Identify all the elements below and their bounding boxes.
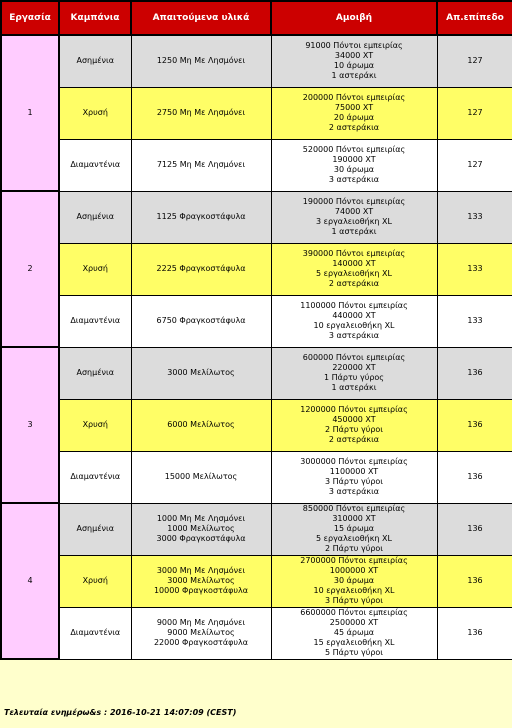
materials-cell <box>131 607 271 659</box>
level-cell: 127 <box>437 35 512 87</box>
campaign-cell: Χρυσή <box>59 399 131 451</box>
material-line: 3000 Μελίλωτος <box>167 576 235 585</box>
task-number: 2 <box>1 191 59 347</box>
material-line: 6000 Μελίλωτος <box>167 420 235 429</box>
reward-cell <box>271 295 437 347</box>
reward-line: 2 αστεράκια <box>328 123 380 132</box>
reward-line: 5 εργαλειοθήκη XL <box>316 534 392 543</box>
material-line: 3000 Μελίλωτος <box>167 368 235 377</box>
reward-line: 190000 XT <box>332 155 376 164</box>
campaign-cell: Χρυσή <box>59 243 131 295</box>
reward-line: 3 εργαλειοθήκη XL <box>316 217 392 226</box>
campaign-cell: Χρυσή <box>59 555 131 607</box>
reward-line: 1100000 Πόντοι εμπειρίας <box>300 301 408 310</box>
reward-line: 30 άρωμα <box>333 576 375 585</box>
reward-line: 3 αστεράκια <box>328 331 380 340</box>
table-row <box>1 139 512 191</box>
material-line: 2225 Φραγκοστάφυλα <box>156 264 246 273</box>
reward-line: 1200000 Πόντοι εμπειρίας <box>300 405 408 414</box>
campaign-cell: Διαμαντένια <box>59 295 131 347</box>
material-line: 1000 Μελίλωτος <box>167 524 235 533</box>
materials-cell <box>131 295 271 347</box>
material-line: 9000 Μη Με Λησμόνει <box>156 618 246 627</box>
table-row <box>1 35 512 87</box>
reward-cell <box>271 503 437 555</box>
task-number: 3 <box>1 347 59 503</box>
reward-line: 74000 XT <box>334 207 374 216</box>
reward-line: 45 άρωμα <box>333 628 375 637</box>
reward-line: 15 άρωμα <box>333 524 375 533</box>
level-cell: 133 <box>437 295 512 347</box>
level-cell: 136 <box>437 555 512 607</box>
table-row <box>1 295 512 347</box>
reward-cell <box>271 607 437 659</box>
reward-line: 20 άρωμα <box>333 113 375 122</box>
reward-line: 10 εργαλειοθήκη XL <box>313 321 395 330</box>
campaign-cell: Διαμαντένια <box>59 451 131 503</box>
table-row <box>1 555 512 607</box>
material-line: 10000 Φραγκοστάφυλα <box>153 586 249 595</box>
material-line: 3000 Μη Με Λησμόνει <box>156 566 246 575</box>
reward-line: 450000 XT <box>332 415 376 424</box>
reward-line: 3 Πάρτυ γύροι <box>324 596 384 605</box>
level-cell: 133 <box>437 243 512 295</box>
reward-line: 10 εργαλειοθήκη XL <box>313 586 395 595</box>
reward-cell <box>271 139 437 191</box>
header-level: Απ.επίπεδο <box>437 1 512 35</box>
reward-line: 15 εργαλειοθήκη XL <box>313 638 395 647</box>
level-cell: 127 <box>437 87 512 139</box>
campaign-cell: Ασημένια <box>59 503 131 555</box>
reward-line: 850000 Πόντοι εμπειρίας <box>302 504 406 513</box>
reward-line: 1 αστεράκι <box>331 227 377 236</box>
material-line: 1125 Φραγκοστάφυλα <box>156 212 246 221</box>
material-line: 1250 Μη Με Λησμόνει <box>156 56 246 66</box>
reward-cell <box>271 87 437 139</box>
reward-line: 1 αστεράκι <box>331 71 377 81</box>
materials-cell <box>131 555 271 607</box>
campaign-cell: Χρυσή <box>59 87 131 139</box>
material-line: 1000 Μη Με Λησμόνει <box>156 514 246 523</box>
reward-line: 10 άρωμα <box>333 61 375 71</box>
campaign-cell: Διαμαντένια <box>59 139 131 191</box>
header-task: Εργασία <box>1 1 59 35</box>
table-row <box>1 243 512 295</box>
header-materials: Απαιτούμενα υλικά <box>131 1 271 35</box>
material-line: 6750 Φραγκοστάφυλα <box>156 316 246 325</box>
reward-line: 520000 Πόντοι εμπειρίας <box>302 145 406 154</box>
reward-line: 140000 XT <box>332 259 376 268</box>
reward-line: 190000 Πόντοι εμπειρίας <box>302 197 406 206</box>
reward-line: 1100000 XT <box>329 467 379 476</box>
reward-line: 3 Πάρτυ γύροι <box>324 477 384 486</box>
last-updated: Τελευταία ενημέρω&s : 2016-10-21 14:07:09 (CEST) <box>4 708 237 717</box>
table-row <box>1 191 512 243</box>
reward-line: 440000 XT <box>332 311 376 320</box>
table-row <box>1 87 512 139</box>
reward-line: 91000 Πόντοι εμπειρίας <box>305 41 403 51</box>
reward-line: 75000 XT <box>334 103 374 112</box>
materials-cell <box>131 191 271 243</box>
reward-cell <box>271 399 437 451</box>
reward-cell <box>271 555 437 607</box>
header-row <box>1 1 512 35</box>
campaign-cell: Ασημένια <box>59 347 131 399</box>
reward-cell <box>271 191 437 243</box>
reward-line: 5 εργαλειοθήκη XL <box>316 269 392 278</box>
materials-cell <box>131 503 271 555</box>
reward-line: 3 αστεράκια <box>328 175 380 184</box>
material-line: 3000 Φραγκοστάφυλα <box>156 534 246 543</box>
header-campaign: Καμπάνια <box>59 1 131 35</box>
task-number: 4 <box>1 503 59 659</box>
material-line: 9000 Μελίλωτος <box>167 628 235 637</box>
reward-line: 390000 Πόντοι εμπειρίας <box>302 249 406 258</box>
level-cell: 136 <box>437 399 512 451</box>
reward-line: 310000 XT <box>332 514 376 523</box>
materials-cell <box>131 451 271 503</box>
materials-cell <box>131 87 271 139</box>
campaign-cell: Διαμαντένια <box>59 607 131 659</box>
materials-cell <box>131 399 271 451</box>
table-row <box>1 347 512 399</box>
reward-line: 1 Πάρτυ γύρος <box>323 373 385 382</box>
level-cell: 136 <box>437 347 512 399</box>
material-line: 2750 Μη Με Λησμόνει <box>156 108 246 117</box>
reward-cell <box>271 35 437 87</box>
table-row <box>1 607 512 659</box>
table-row <box>1 399 512 451</box>
reward-line: 200000 Πόντοι εμπειρίας <box>302 93 406 102</box>
material-line: 7125 Μη Με Λησμόνει <box>156 160 246 169</box>
reward-line: 5 Πάρτυ γύροι <box>324 648 384 657</box>
reward-line: 220000 XT <box>332 363 376 372</box>
reward-line: 1 αστεράκι <box>331 383 377 392</box>
materials-cell <box>131 139 271 191</box>
level-cell: 136 <box>437 503 512 555</box>
reward-line: 6600000 Πόντοι εμπειρίας <box>300 608 408 617</box>
task-number: 1 <box>1 35 59 191</box>
level-cell: 133 <box>437 191 512 243</box>
reward-line: 2 Πάρτυ γύροι <box>324 544 384 553</box>
table-row <box>1 503 512 555</box>
reward-line: 3000000 Πόντοι εμπειρίας <box>300 457 408 466</box>
materials-cell <box>131 347 271 399</box>
material-line: 15000 Μελίλωτος <box>164 472 238 481</box>
reward-line: 3 αστεράκια <box>328 487 380 496</box>
header-reward: Αμοιβή <box>271 1 437 35</box>
reward-line: 30 άρωμα <box>333 165 375 174</box>
reward-cell <box>271 347 437 399</box>
level-cell: 136 <box>437 607 512 659</box>
campaign-cell: Ασημένια <box>59 191 131 243</box>
reward-line: 2700000 Πόντοι εμπειρίας <box>300 556 408 565</box>
level-cell: 136 <box>437 451 512 503</box>
table-row <box>1 451 512 503</box>
materials-cell <box>131 243 271 295</box>
materials-cell <box>131 35 271 87</box>
reward-line: 2 αστεράκια <box>328 435 380 444</box>
reward-line: 2500000 XT <box>329 618 379 627</box>
reward-line: 2 αστεράκια <box>328 279 380 288</box>
reward-cell <box>271 243 437 295</box>
reward-line: 34000 XT <box>334 51 374 61</box>
material-line: 22000 Φραγκοστάφυλα <box>153 638 249 647</box>
reward-cell <box>271 451 437 503</box>
reward-line: 1000000 XT <box>329 566 379 575</box>
campaign-cell: Ασημένια <box>59 35 131 87</box>
level-cell: 127 <box>437 139 512 191</box>
reward-line: 600000 Πόντοι εμπειρίας <box>302 353 406 362</box>
reward-line: 2 Πάρτυ γύροι <box>324 425 384 434</box>
